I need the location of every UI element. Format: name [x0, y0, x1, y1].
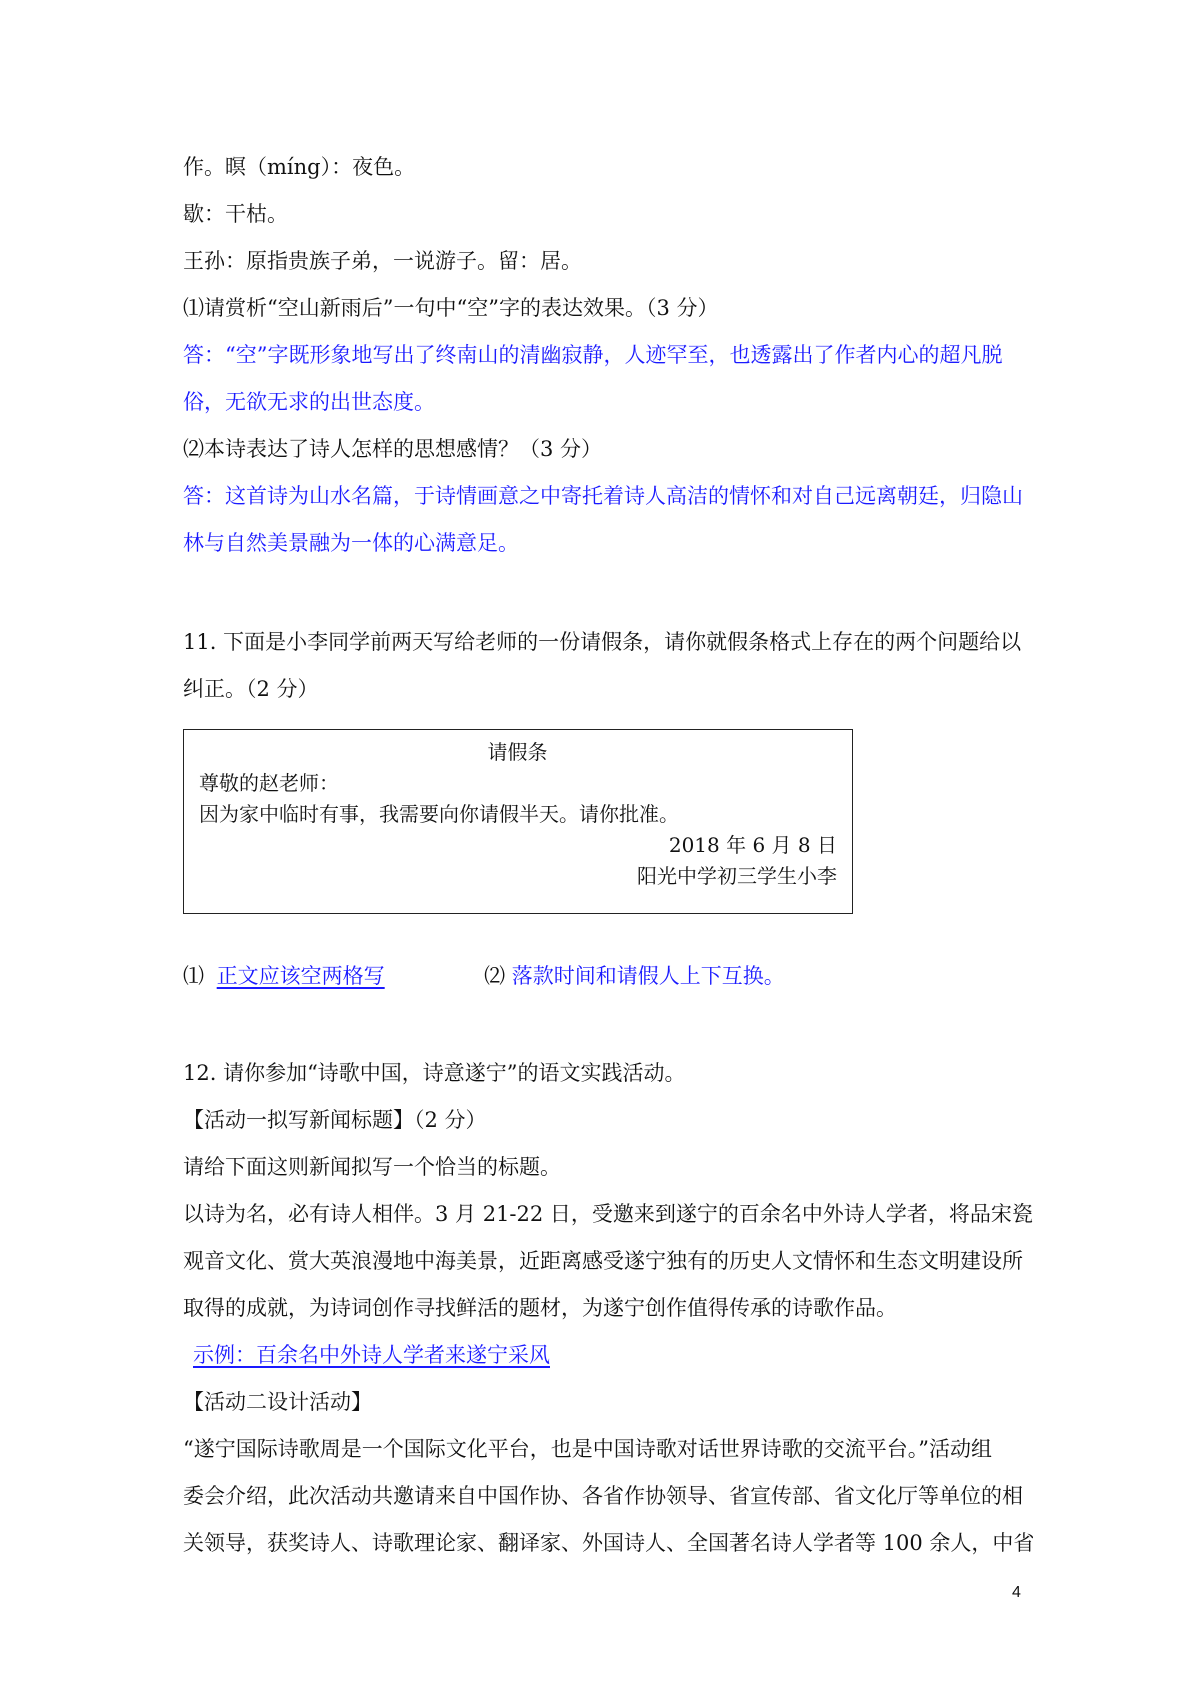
- answer-11-2: 落款时间和请假人上下互换。: [511, 964, 785, 988]
- activity-2-heading: 【活动二设计活动】: [183, 1390, 372, 1414]
- activity-1-instruction: 请给下面这则新闻拟写一个恰当的标题。: [183, 1155, 561, 1179]
- leave-note-title: 请假条: [487, 740, 548, 764]
- question-2: ⑵本诗表达了诗人怎样的思想感情？（3 分）: [183, 437, 603, 461]
- leave-note-salutation: 尊敬的赵老师：: [199, 771, 339, 795]
- answer-number: ⑴: [183, 964, 204, 988]
- activity-2-paragraph-line: 关领导，获奖诗人、诗歌理论家、翻译家、外国诗人、全国著名诗人学者等 100 余人，中省: [183, 1531, 1035, 1555]
- question-11-line: 11. 下面是小李同学前两天写给老师的一份请假条，请你就假条格式上存在的两个问题给以: [183, 630, 1022, 654]
- question-11-answers: [183, 961, 1033, 991]
- news-paragraph-line: 观音文化、赏大英浪漫地中海美景，近距离感受遂宁独有的历史人文情怀和生态文明建设所: [183, 1249, 1023, 1273]
- leave-note-date: 2018 年 6 月 8 日: [668, 833, 837, 857]
- answer-2-line: 林与自然美景融为一体的心满意足。: [183, 531, 519, 555]
- activity-2-paragraph-line: 委会介绍，此次活动共邀请来自中国作协、各省作协领导、省宣传部、省文化厅等单位的相: [183, 1484, 1023, 1508]
- answer-number: ⑵: [484, 964, 506, 988]
- activity-2-paragraph-line: “遂宁国际诗歌周是一个国际文化平台，也是中国诗歌对话世界诗歌的交流平台。”活动组: [183, 1437, 992, 1461]
- answer-1-line: 俗，无欲无求的出世态度。: [183, 390, 435, 414]
- answer-11-1: 正文应该空两格写: [216, 964, 385, 988]
- activity-1-heading: 【活动一拟写新闻标题】（2 分）: [183, 1108, 487, 1132]
- answer-1-line: 答：“空”字既形象地写出了终南山的清幽寂静，人迹罕至，也透露出了作者内心的超凡脱: [183, 343, 1003, 367]
- leave-note-body: 因为家中临时有事，我需要向你请假半天。请你批准。: [199, 802, 679, 826]
- news-paragraph-line: 以诗为名，必有诗人相伴。3 月 21-22 日，受邀来到遂宁的百余名中外诗人学者，将品宋瓷: [183, 1202, 1033, 1226]
- news-paragraph-line: 取得的成就，为诗词创作寻找鲜活的题材，为遂宁创作值得传承的诗歌作品。: [183, 1296, 897, 1320]
- example-answer: 示例：百余名中外诗人学者来遂宁采风: [193, 1343, 550, 1367]
- annotation-line: 作。暝（míng）：夜色。: [183, 155, 416, 179]
- example-answer-line: [183, 1340, 1033, 1370]
- annotation-line: 歇：干枯。: [183, 202, 288, 226]
- page-number: 4: [1012, 1584, 1021, 1601]
- annotation-line: 王孙：原指贵族子弟，一说游子。留：居。: [183, 249, 582, 273]
- question-11-line: 纠正。（2 分）: [183, 677, 319, 701]
- question-1: ⑴请赏析“空山新雨后”一句中“空”字的表达效果。（3 分）: [183, 296, 719, 320]
- question-12-intro: 12. 请你参加“诗歌中国，诗意遂宁”的语文实践活动。: [183, 1061, 686, 1085]
- leave-note-signature: 阳光中学初三学生小李: [637, 864, 837, 888]
- leave-note-box: [183, 729, 853, 914]
- answer-2-line: 答：这首诗为山水名篇，于诗情画意之中寄托着诗人高洁的情怀和对自己远离朝廷，归隐山: [183, 484, 1023, 508]
